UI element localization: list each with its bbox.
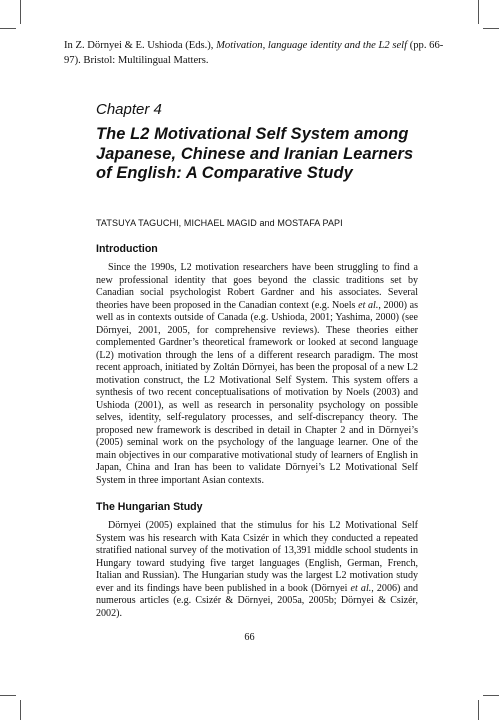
crop-mark bbox=[478, 700, 479, 720]
text-run-italic: et al. bbox=[350, 582, 372, 594]
citation-suffix: (pp. 66-97). Bristol: Multilingual Matters. bbox=[64, 40, 444, 66]
crop-mark bbox=[20, 700, 21, 720]
text-run: , 2000) as well as in contexts outside of Canada (e.g. Ushioda, 2001; Yashima, 2000) (see Dörnyei, 2001, 2005, for comprehensive reviews). These theories either complemented Gardner’s theoretical framework or looked at second language (L2) motivation through the lens of a different research paradigm. The most recent approach, initiated by Zoltán Dörnyei, has been the proposal of a new L2 motivation construct, the L2 Motivational Self System. This system offers a synthesis of two recent conceptualisations of motivation by Noels (2003) and Ushioda (2001), as well as research in personality psychology on possible selves, identity, self-regulatory processes, and self-discrepancy theory. The proposed new framework is described in detail in Chapter 2 and in Dörnyei’s (2005) seminal work on the psychology of the language learner. One of the main objectives in our comparative motivational study of learners of English in Japan, China and Iran has been to validate Dörnyei’s L2 Motivational Self System in three important Asian contexts. bbox=[96, 299, 419, 486]
crop-mark bbox=[0, 28, 16, 29]
paragraph-introduction bbox=[96, 262, 418, 487]
crop-mark bbox=[483, 695, 499, 696]
citation-prefix: In Z. Dörnyei & E. Ushioda (Eds.), bbox=[64, 40, 217, 51]
citation-book-title: Motivation, language identity and the L2 self bbox=[216, 40, 408, 51]
citation bbox=[64, 38, 456, 68]
chapter-title: The L2 Motivational Self System among Japanese, Chinese and Iranian Learners of English: A Comparative Study bbox=[96, 125, 414, 182]
page-number: 66 bbox=[244, 632, 255, 643]
chapter-label: Chapter 4 bbox=[96, 101, 162, 118]
text-run: Since the 1990s, L2 motivation researchers have been struggling to find a new professional identity that goes beyond the classic traditions set by Canadian social psychologist Robert Gardner and his associates. Several theories have been proposed in the Canadian context (e.g. Noels bbox=[96, 262, 418, 311]
crop-mark bbox=[478, 0, 479, 24]
section-heading-hungarian-study: The Hungarian Study bbox=[96, 501, 203, 513]
text-run: Dörnyei (2005) explained that the stimulus for his L2 Motivational Self System was his research with Kata Csizér in which they conducted a repeated stratified national survey of the motivation of 13,391 middle school students in Hungary toward studying five target languages (English, German, French, Italian and Russian). The Hungarian study was the largest L2 motivation study ever and its findings have been published in a book (Dörnyei bbox=[96, 520, 418, 594]
text-run-italic: et al. bbox=[358, 299, 379, 311]
crop-mark bbox=[483, 28, 499, 29]
section-heading-introduction: Introduction bbox=[96, 243, 158, 255]
crop-mark bbox=[0, 695, 16, 696]
text-run: , 2006) and numerous articles (e.g. Csizér & Dörnyei, 2005a, 2005b; Dörnyei & Csizér, 2002). bbox=[96, 582, 419, 619]
chapter-authors: TATSUYA TAGUCHI, MICHAEL MAGID and MOSTAFA PAPI bbox=[96, 218, 343, 228]
crop-mark bbox=[20, 0, 21, 24]
paragraph-hungarian-study bbox=[96, 520, 418, 620]
